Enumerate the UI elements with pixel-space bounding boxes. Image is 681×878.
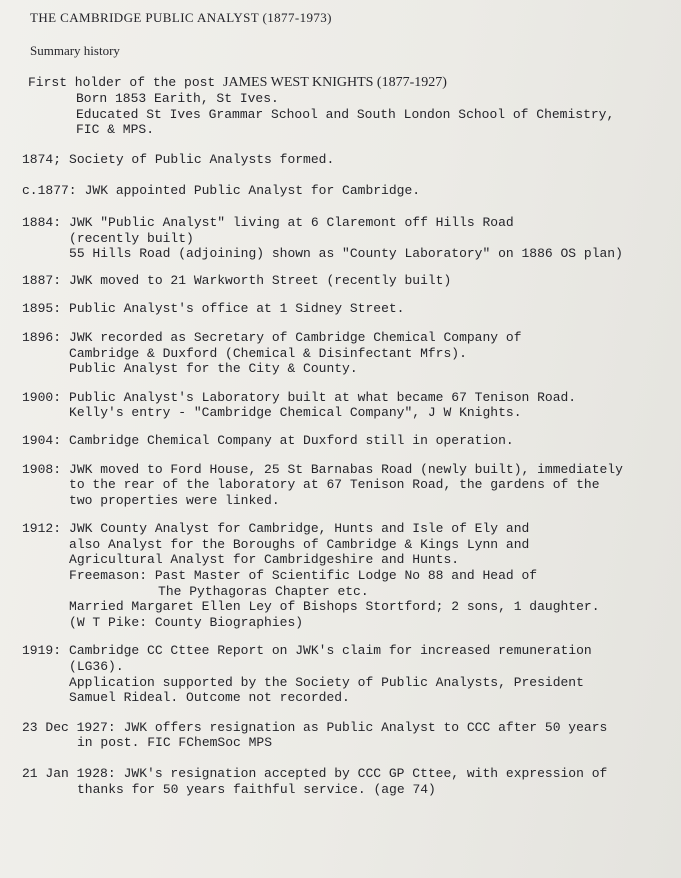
history-entry	[22, 643, 667, 705]
entry-line: JWK moved to Ford House, 25 St Barnabas Road (newly built), immediately	[69, 461, 623, 477]
first-holder-name: JAMES WEST KNIGHTS (1877-1927)	[223, 75, 447, 90]
entry-date: 1874;	[22, 151, 62, 167]
first-holder-line: FIC & MPS.	[76, 122, 155, 138]
entry-line: thanks for 50 years faithful service. (age 74)	[77, 781, 436, 797]
history-entry	[22, 462, 667, 509]
entry-line: The Pythagoras Chapter etc.	[158, 583, 369, 599]
entry-date: 1884:	[22, 214, 62, 230]
entry-line: Married Margaret Ellen Ley of Bishops Stortford; 2 sons, 1 daughter.	[69, 599, 600, 615]
entry-line: Cambridge & Duxford (Chemical & Disinfectant Mfrs).	[69, 345, 467, 361]
entry-line: to the rear of the laboratory at 67 Tenison Road, the gardens of the	[69, 477, 600, 493]
entry-line: JWK offers resignation as Public Analyst to CCC after 50 years	[123, 719, 608, 735]
entry-line: (LG36).	[69, 659, 124, 675]
entry-line: Public Analyst's office at 1 Sidney Street.	[69, 301, 405, 317]
entry-line: two properties were linked.	[69, 492, 280, 508]
entry-line: Samuel Rideal. Outcome not recorded.	[69, 690, 350, 706]
history-entry	[22, 152, 667, 168]
entry-line: JWK County Analyst for Cambridge, Hunts and Isle of Ely and	[69, 521, 530, 537]
history-entry	[22, 433, 667, 449]
entry-line: Freemason: Past Master of Scientific Lodge No 88 and Head of	[69, 568, 538, 584]
first-holder-details	[76, 91, 667, 138]
entry-date: c.1877:	[22, 183, 77, 199]
history-entry	[22, 521, 667, 630]
entry-line: JWK moved to 21 Warkworth Street (recently built)	[69, 272, 452, 288]
entry-date: 1908:	[22, 461, 62, 477]
entry-date: 1887:	[22, 272, 62, 288]
first-holder-line: Born 1853 Earith, St Ives.	[76, 91, 279, 106]
entry-line: (recently built)	[69, 230, 194, 246]
entry-line: in post. FIC FChemSoc MPS	[77, 735, 273, 751]
entry-line: JWK appointed Public Analyst for Cambridge.	[84, 183, 421, 199]
entry-date: 23 Dec 1927:	[22, 719, 116, 735]
document-title: THE CAMBRIDGE PUBLIC ANALYST (1877-1973)	[30, 10, 332, 25]
document-subtitle: Summary history	[30, 43, 120, 58]
entry-date: 21 Jan 1928:	[22, 766, 116, 781]
entry-line: Kelly's entry - "Cambridge Chemical Company", J W Knights.	[69, 405, 522, 421]
first-holder-heading	[28, 75, 667, 91]
entry-line: also Analyst for the Boroughs of Cambridge & Kings Lynn and	[69, 536, 530, 552]
history-entry	[22, 273, 667, 289]
entry-date: 1912:	[22, 521, 62, 537]
entry-line: Cambridge Chemical Company at Duxford still in operation.	[69, 432, 514, 448]
history-entry	[22, 766, 667, 797]
first-holder-section	[28, 75, 667, 138]
history-entry	[22, 301, 667, 317]
entry-line: Cambridge CC Cttee Report on JWK's claim for increased remuneration	[69, 643, 592, 659]
history-entry	[22, 720, 667, 751]
entry-line: 55 Hills Road (adjoining) shown as "County Laboratory" on 1886 OS plan)	[69, 246, 623, 262]
history-entry	[22, 330, 667, 377]
history-entries	[22, 152, 667, 797]
entry-line: Public Analyst's Laboratory built at what became 67 Tenison Road.	[69, 389, 577, 405]
first-holder-line: Educated St Ives Grammar School and South London School of Chemistry,	[76, 106, 615, 122]
entry-line: Society of Public Analysts formed.	[69, 151, 335, 167]
entry-line: Agricultural Analyst for Cambridgeshire and Hunts.	[69, 552, 460, 568]
entry-line: Public Analyst for the City & County.	[69, 361, 358, 377]
history-entry	[22, 215, 667, 262]
history-entry	[22, 390, 667, 421]
history-entry	[22, 183, 667, 199]
entry-line: Application supported by the Society of Public Analysts, President	[69, 674, 584, 690]
entry-line: JWK's resignation accepted by CCC GP Cttee, with expression of	[123, 766, 608, 781]
entry-date: 1895:	[22, 301, 62, 317]
first-holder-label: First holder of the post	[28, 75, 216, 90]
entry-line: (W T Pike: County Biographies)	[69, 614, 304, 630]
entry-date: 1919:	[22, 643, 62, 659]
entry-line: JWK recorded as Secretary of Cambridge Chemical Company of	[69, 329, 522, 345]
entry-date: 1900:	[22, 389, 62, 405]
entry-date: 1896:	[22, 329, 62, 345]
entry-date: 1904:	[22, 432, 62, 448]
entry-line: JWK "Public Analyst" living at 6 Claremont off Hills Road	[69, 214, 514, 230]
